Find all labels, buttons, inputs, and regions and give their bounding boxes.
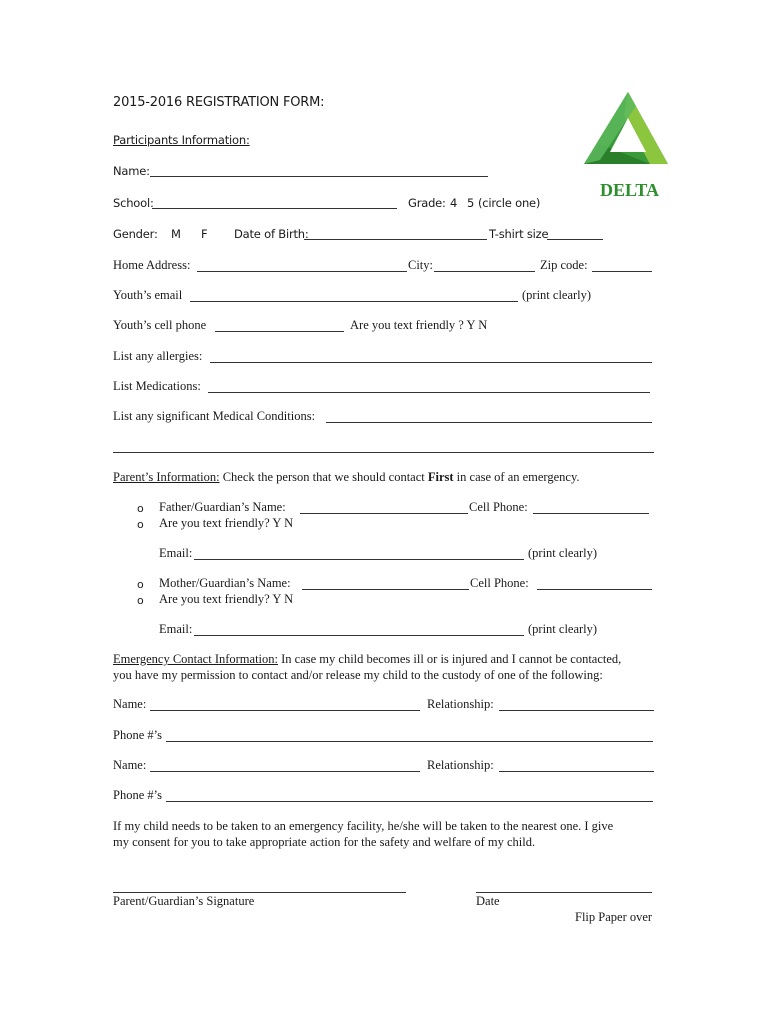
delta-logo-text: DELTA — [600, 180, 660, 200]
gender-label: Gender: — [113, 227, 158, 241]
youth-email-field[interactable] — [190, 301, 518, 302]
home-address-field[interactable] — [197, 271, 407, 272]
father-text-friendly[interactable]: Are you text friendly? Y N — [159, 516, 294, 530]
youth-email-label: Youth’s email — [113, 288, 183, 302]
parents-section-label: Parent’s Information: — [113, 470, 220, 484]
gender-option-m[interactable]: M — [171, 227, 181, 241]
city-field[interactable] — [434, 271, 535, 272]
mother-text-checkbox[interactable]: o — [137, 594, 144, 607]
grade-option-5[interactable]: 5 — [467, 196, 475, 210]
parents-instruction-pre: Check the person that we should contact — [219, 470, 428, 484]
date-label: Date — [476, 894, 500, 908]
mother-cell-field[interactable] — [537, 589, 652, 590]
emergency-relationship-2-label: Relationship: — [427, 758, 494, 772]
consent-line2: my consent for you to take appropriate action for the safety and welfare of my child. — [113, 835, 536, 849]
youth-text-friendly[interactable]: Are you text friendly ? Y N — [350, 318, 488, 332]
participants-section-label: Participants Information: — [113, 133, 250, 147]
father-text-checkbox[interactable]: o — [137, 518, 144, 531]
gender-option-f[interactable]: F — [201, 227, 208, 241]
dob-field[interactable] — [304, 239, 487, 240]
grade-option-4[interactable]: 4 — [450, 196, 458, 210]
youth-cell-label: Youth’s cell phone — [113, 318, 207, 332]
form-title: 2015-2016 REGISTRATION FORM: — [113, 95, 325, 110]
mother-cell-label: Cell Phone: — [470, 576, 529, 590]
mother-checkbox[interactable]: o — [137, 578, 144, 591]
father-checkbox[interactable]: o — [137, 502, 144, 515]
emergency-text-line2: you have my permission to contact and/or release my child to the custody of one of the following: — [113, 668, 603, 682]
emergency-name-2-field[interactable] — [150, 771, 420, 772]
mother-name-label: Mother/Guardian’s Name: — [159, 576, 291, 590]
emergency-phone-2-field[interactable] — [166, 801, 653, 802]
father-cell-label: Cell Phone: — [469, 500, 528, 514]
father-email-print-note: (print clearly) — [528, 546, 598, 560]
emergency-phone-1-label: Phone #’s — [113, 728, 162, 742]
allergies-label: List any allergies: — [113, 349, 203, 363]
signature-field[interactable] — [113, 892, 406, 893]
consent-line1: If my child needs to be taken to an emergency facility, he/she will be taken to the nearest one. I give — [113, 819, 614, 833]
emergency-name-1-label: Name: — [113, 697, 147, 711]
city-label: City: — [408, 258, 434, 272]
parents-instruction-first: First — [427, 470, 454, 484]
father-email-label: Email: — [159, 546, 193, 560]
delta-triangle-icon — [580, 88, 670, 168]
father-email-field[interactable] — [194, 559, 524, 560]
participant-name-field[interactable] — [150, 176, 488, 177]
father-name-field[interactable] — [300, 513, 468, 514]
home-address-label: Home Address: — [113, 258, 191, 272]
signature-label: Parent/Guardian’s Signature — [113, 894, 255, 908]
mother-email-field[interactable] — [194, 635, 524, 636]
tshirt-field[interactable] — [547, 239, 603, 240]
date-field[interactable] — [476, 892, 652, 893]
zip-field[interactable] — [592, 271, 652, 272]
emergency-name-2-label: Name: — [113, 758, 147, 772]
grade-label: Grade: — [408, 196, 446, 210]
emergency-section-label: Emergency Contact Information: — [113, 652, 278, 666]
mother-name-field[interactable] — [302, 589, 469, 590]
emergency-phone-1-field[interactable] — [166, 741, 653, 742]
mother-email-label: Email: — [159, 622, 193, 636]
zip-label: Zip code: — [540, 258, 588, 272]
emergency-relationship-2-field[interactable] — [499, 771, 654, 772]
father-name-label: Father/Guardian’s Name: — [159, 500, 286, 514]
medications-field[interactable] — [208, 392, 650, 393]
emergency-text-line1: In case my child becomes ill or is injured and I cannot be contacted, — [278, 652, 622, 666]
school-label: School: — [113, 196, 154, 210]
youth-email-print-note: (print clearly) — [522, 288, 592, 302]
emergency-phone-2-label: Phone #’s — [113, 788, 162, 802]
emergency-relationship-1-field[interactable] — [499, 710, 654, 711]
youth-cell-field[interactable] — [215, 331, 344, 332]
flip-paper-note: Flip Paper over — [575, 910, 653, 924]
medications-label: List Medications: — [113, 379, 201, 393]
medical-conditions-label: List any significant Medical Conditions: — [113, 409, 316, 423]
allergies-field[interactable] — [210, 362, 652, 363]
dob-label: Date of Birth: — [234, 227, 309, 241]
mother-email-print-note: (print clearly) — [528, 622, 598, 636]
mother-text-friendly[interactable]: Are you text friendly? Y N — [159, 592, 294, 606]
parents-instruction-post: in case of an emergency. — [453, 470, 580, 484]
emergency-name-1-field[interactable] — [150, 710, 420, 711]
tshirt-label: T-shirt size — [489, 227, 549, 241]
emergency-relationship-1-label: Relationship: — [427, 697, 494, 711]
grade-note: (circle one) — [478, 196, 541, 210]
parents-instruction — [113, 470, 580, 485]
participant-name-label: Name: — [113, 164, 150, 178]
medical-conditions-field[interactable] — [326, 422, 652, 423]
school-field[interactable] — [152, 208, 397, 209]
father-cell-field[interactable] — [533, 513, 649, 514]
medical-conditions-field-line2[interactable] — [113, 452, 654, 453]
emergency-paragraph-line1 — [113, 652, 621, 667]
